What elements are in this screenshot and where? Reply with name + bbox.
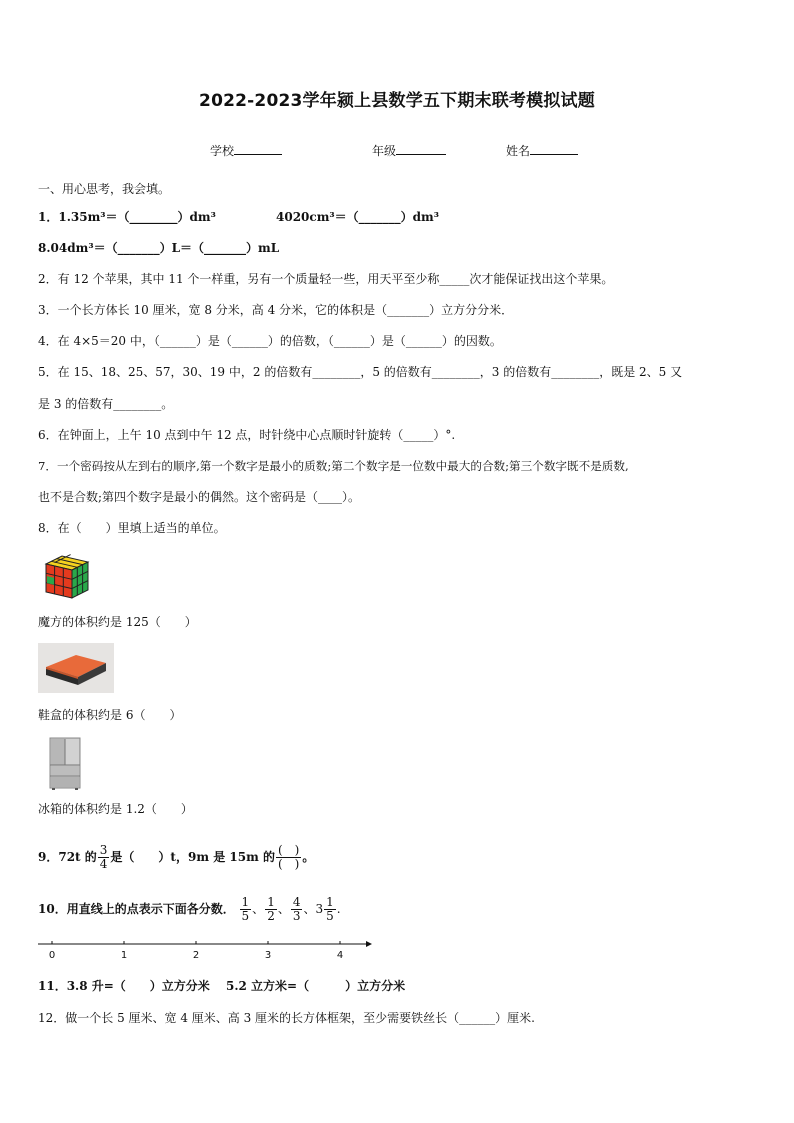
name-label: 姓名 [506,144,531,158]
q10-end: . [336,902,341,916]
question-12: 12．做一个长 5 厘米、宽 4 厘米、高 3 厘米的长方体框架，至少需要铁丝长（______）厘米. [38,1011,535,1025]
grade-label: 年级 [372,144,397,158]
q9-fraction [98,844,110,871]
question-8-stem: 8．在（ ）里填上适当的单位。 [38,521,226,535]
section-heading: 一、用心思考，我会填。 [38,182,171,196]
shoe-box-image [38,643,114,693]
school-field [210,142,282,159]
school-blank[interactable] [234,154,282,155]
question-1-part-b: 4020cm³＝（_______）dm³ [276,210,440,224]
q9-suffix: 。 [302,850,315,864]
q10-stem: 10．用直线上的点表示下面各分数． [38,902,235,916]
question-4: 4．在 4×5＝20 中，（______）是（______）的倍数，（______）是（______）的因数。 [38,334,502,348]
q10-fraction-1-num: 1 [241,895,250,909]
q10-fraction-2-den: 2 [267,909,275,923]
school-label: 学校 [210,144,235,158]
q10-fraction-4-num: 1 [326,895,334,909]
q9-answer-denominator: ( ) [277,857,300,871]
question-3: 3．一个长方体长 10 厘米，宽 8 分米，高 4 分米，它的体积是（_______）立方分分米． [38,303,514,317]
q9-prefix: 9．72t 的 [38,850,97,864]
fridge-caption: 冰箱的体积约是 1.2（ ） [38,802,193,816]
question-6: 6．在钟面上，上午 10 点到中午 12 点，时针绕中心点顺时针旋转（_____）°. [38,428,456,442]
question-5-line-2: 是 3 的倍数有________。 [38,397,174,411]
question-2: 2．有 12 个苹果，其中 11 个一样重，另有一个质量轻一些，用天平至少称_____次才能保证找出这个苹果。 [38,272,614,286]
q10-fraction-3-den: 3 [292,909,301,923]
number-line-tick-label: 4 [336,950,344,961]
q9-middle: 是（ ）t，9m 是 15m 的 [110,850,275,864]
question-5-line-1: 5．在 15、18、25、57，30、19 中，2 的倍数有________，5 的倍数有________，3 的倍数有________，既是 2、5 又 [38,365,683,379]
box-caption: 鞋盒的体积约是 6（ ） [38,708,182,722]
q9-fraction-numerator: 3 [99,843,108,857]
q10-fraction-4-den: 5 [326,909,334,923]
question-7-line-2: 也不是合数;第四个数字是最小的偶然。这个密码是（____）。 [38,490,361,504]
q10-separator: 、 [277,902,290,916]
number-line-tick-label: 3 [264,950,272,961]
name-field [506,142,578,159]
number-line-tick-label: 1 [120,950,128,961]
page-title: 2022-2023学年颍上县数学五下期末联考模拟试题 [199,91,595,111]
q10-separator: 、 [303,902,316,916]
grade-blank[interactable] [396,154,446,155]
question-11: 11．3.8 升=（ ）立方分米 5.2 立方米=（ ）立方分米 [38,979,406,993]
question-7-line-1: 7．一个密码按从左到右的顺序,第一个数字是最小的质数;第二个数字是一位数中最大的合数;第三个数字既不是质数, [38,459,629,473]
q9-answer-fraction[interactable] [276,844,301,871]
question-1-part-a: 1．1.35m³＝（________）dm³ [38,210,216,224]
q9-answer-numerator: ( ) [277,843,300,857]
q10-fraction-4 [324,896,336,923]
question-9 [38,837,314,877]
cube-caption: 魔方的体积约是 125（ ） [38,615,197,629]
number-line[interactable] [38,938,374,962]
q10-fraction-1-den: 5 [241,909,250,923]
grade-field [372,142,446,159]
number-line-tick-label: 2 [192,950,200,961]
q10-fraction-2 [265,896,277,923]
name-blank[interactable] [530,154,578,155]
q10-separator: 、 [252,902,265,916]
q10-fraction-1 [240,896,252,923]
q10-fraction-3-num: 4 [292,895,301,909]
q10-fraction-3 [291,896,303,923]
question-1-line-2: 8.04dm³＝（_______）L＝（_______）mL [38,241,280,255]
refrigerator-image [48,737,82,791]
question-10 [38,891,341,927]
rubiks-cube-image [42,552,92,600]
q10-fraction-2-num: 1 [267,895,275,909]
q9-fraction-denominator: 4 [99,857,108,871]
q10-fraction-4-whole: 3 [315,902,324,916]
number-line-tick-label: 0 [48,950,56,961]
